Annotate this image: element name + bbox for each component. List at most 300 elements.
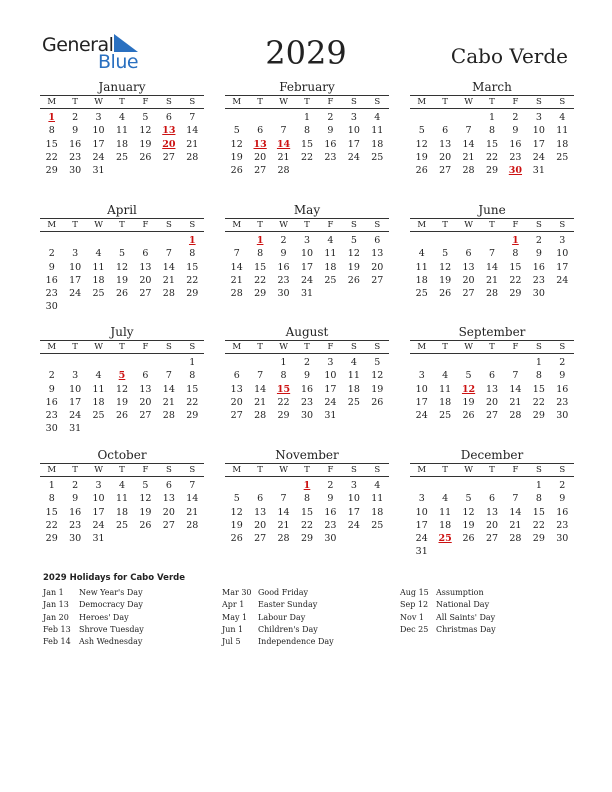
- day-cell: 2: [559, 480, 566, 491]
- day-cell: 27: [139, 410, 152, 422]
- day-cell: 23: [324, 519, 337, 531]
- day-cell: 27: [139, 288, 152, 300]
- day-cell: 6: [488, 370, 496, 382]
- day-cell: 6: [488, 493, 496, 505]
- holiday-day: 5: [118, 370, 126, 382]
- day-cell: 26: [371, 396, 384, 408]
- day-cell: 8: [48, 493, 55, 505]
- weekday-header: [410, 96, 574, 109]
- day-cell: 7: [280, 125, 287, 137]
- day-cell: 17: [300, 261, 314, 273]
- day-grid: [225, 356, 389, 422]
- empty-cell: [480, 479, 503, 492]
- month-name: September: [410, 325, 574, 341]
- day-cell: 17: [347, 506, 360, 518]
- day-cell: 2: [327, 112, 334, 123]
- empty-cell: [87, 234, 110, 247]
- day-cell: 31: [532, 165, 545, 177]
- day-cell: 10: [300, 248, 314, 260]
- weekday-label: T: [257, 97, 263, 107]
- day-cell: 23: [45, 288, 58, 300]
- holiday-item: [222, 636, 334, 648]
- day-cell: 2: [72, 112, 79, 123]
- day-cell: 10: [69, 383, 82, 395]
- day-cell: 24: [415, 533, 428, 545]
- weekday-label: T: [489, 342, 495, 352]
- day-cell: 12: [139, 493, 152, 505]
- day-cell: 23: [45, 410, 58, 422]
- day-cell: 14: [509, 506, 522, 518]
- day-cell: 7: [465, 125, 472, 137]
- day-cell: 25: [371, 151, 384, 163]
- day-cell: 6: [165, 480, 172, 491]
- day-cell: 26: [139, 151, 152, 163]
- weekday-label: F: [327, 342, 334, 352]
- day-cell: 13: [485, 506, 499, 518]
- day-cell: 16: [324, 138, 337, 150]
- weekday-label: W: [464, 220, 473, 230]
- holiday-date: Mar 30: [222, 588, 252, 597]
- month-name: January: [40, 80, 204, 96]
- weekday-label: T: [304, 220, 310, 230]
- day-cell: 20: [162, 506, 175, 518]
- month-name: August: [225, 325, 389, 341]
- day-cell: 5: [374, 357, 381, 368]
- day-cell: 24: [300, 274, 314, 286]
- day-cell: 10: [532, 125, 545, 137]
- day-cell: 21: [509, 519, 522, 531]
- day-cell: 28: [162, 410, 175, 422]
- day-cell: 9: [48, 383, 55, 395]
- weekday-label: W: [279, 342, 288, 352]
- day-cell: 7: [280, 493, 287, 505]
- day-cell: 2: [303, 357, 311, 368]
- day-cell: 4: [95, 370, 102, 382]
- holiday-name: Ash Wednesday: [79, 637, 143, 647]
- holiday-item: [43, 636, 144, 648]
- day-cell: 22: [532, 519, 545, 531]
- day-cell: 21: [485, 274, 499, 286]
- day-cell: 30: [300, 410, 314, 422]
- day-cell: 14: [462, 138, 475, 150]
- day-cell: 27: [485, 533, 499, 545]
- holiday-date: Dec 25: [400, 624, 429, 634]
- weekday-label: W: [279, 465, 288, 475]
- day-cell: 1: [535, 480, 542, 491]
- day-cell: 18: [439, 519, 452, 531]
- holiday-date: Jun 1: [222, 624, 244, 634]
- weekday-label: M: [232, 220, 242, 230]
- day-cell: 28: [186, 151, 199, 163]
- day-cell: 25: [92, 410, 105, 422]
- month-name: November: [225, 448, 389, 464]
- day-cell: 18: [115, 506, 129, 518]
- day-cell: 11: [439, 506, 452, 518]
- day-cell: 24: [347, 151, 360, 163]
- weekday-label: M: [47, 465, 57, 475]
- day-cell: 2: [48, 370, 55, 382]
- empty-cell: [110, 234, 133, 247]
- holiday-item: [400, 612, 496, 624]
- weekday-label: F: [142, 465, 149, 475]
- weekday-label: T: [119, 342, 125, 352]
- day-cell: 27: [254, 165, 267, 177]
- holiday-column: [222, 587, 334, 648]
- holiday-date: Nov 1: [400, 612, 424, 622]
- day-cell: 15: [300, 138, 314, 150]
- day-cell: 28: [509, 533, 522, 545]
- day-cell: 10: [347, 125, 360, 137]
- day-cell: 25: [439, 410, 452, 422]
- empty-cell: [433, 356, 456, 369]
- day-cell: 15: [485, 138, 499, 150]
- holiday-name: Good Friday: [258, 588, 309, 597]
- empty-cell: [480, 356, 503, 369]
- day-cell: 13: [485, 383, 499, 395]
- day-cell: 13: [139, 383, 152, 395]
- day-cell: 14: [186, 493, 199, 505]
- empty-cell: [225, 234, 248, 247]
- day-grid: [40, 111, 204, 177]
- day-cell: 11: [92, 261, 105, 273]
- day-cell: 17: [92, 138, 105, 150]
- day-cell: 30: [556, 533, 569, 545]
- day-cell: 21: [509, 396, 522, 408]
- day-cell: 18: [371, 506, 384, 518]
- holiday-date: Jan 1: [43, 588, 64, 597]
- empty-cell: [248, 356, 271, 369]
- empty-cell: [410, 479, 433, 492]
- month-july: [40, 325, 204, 436]
- empty-cell: [410, 234, 433, 247]
- day-cell: 24: [92, 519, 105, 531]
- day-cell: 28: [162, 288, 175, 300]
- weekday-label: S: [535, 97, 542, 107]
- holiday-name: Heroes' Day: [79, 612, 129, 622]
- day-cell: 15: [300, 506, 314, 518]
- day-cell: 23: [532, 274, 545, 286]
- holiday-date: Jul 5: [222, 637, 241, 647]
- day-cell: 28: [277, 165, 290, 177]
- holiday-name: Shrove Tuesday: [79, 624, 144, 634]
- day-cell: 4: [442, 493, 449, 505]
- day-cell: 8: [535, 493, 542, 505]
- day-cell: 5: [118, 248, 126, 260]
- day-cell: 8: [48, 125, 55, 137]
- day-cell: 24: [532, 151, 545, 163]
- day-cell: 10: [92, 125, 105, 137]
- weekday-label: W: [464, 342, 473, 352]
- weekday-header: [410, 464, 574, 477]
- day-cell: 27: [230, 410, 243, 422]
- day-cell: 3: [327, 357, 334, 368]
- day-cell: 24: [69, 288, 82, 300]
- day-cell: 22: [254, 274, 267, 286]
- weekday-label: S: [350, 465, 357, 475]
- empty-cell: [40, 234, 63, 247]
- day-cell: 8: [257, 248, 264, 260]
- day-cell: 6: [142, 248, 149, 260]
- month-name: July: [40, 325, 204, 341]
- day-cell: 5: [142, 480, 149, 491]
- day-cell: 18: [347, 383, 360, 395]
- day-cell: 20: [485, 396, 499, 408]
- day-cell: 4: [418, 248, 425, 260]
- day-cell: 21: [162, 396, 175, 408]
- day-cell: 23: [277, 274, 290, 286]
- weekday-label: F: [327, 465, 334, 475]
- weekday-label: T: [489, 465, 495, 475]
- weekday-label: S: [559, 342, 566, 352]
- weekday-label: S: [189, 97, 196, 107]
- day-cell: 15: [254, 261, 267, 273]
- day-cell: 29: [45, 165, 58, 177]
- empty-cell: [272, 479, 295, 492]
- empty-cell: [457, 111, 480, 124]
- weekday-label: S: [350, 220, 357, 230]
- holiday-name: Assumption: [436, 588, 484, 597]
- month-name: October: [40, 448, 204, 464]
- empty-cell: [480, 234, 503, 247]
- day-cell: 22: [186, 396, 199, 408]
- day-cell: 11: [115, 125, 129, 137]
- weekday-header: [410, 341, 574, 354]
- day-cell: 25: [115, 519, 129, 531]
- weekday-label: S: [559, 465, 566, 475]
- holiday-date: Apr 1: [222, 600, 245, 610]
- empty-cell: [157, 234, 180, 247]
- day-cell: 11: [556, 125, 569, 137]
- day-cell: 6: [257, 125, 264, 137]
- weekday-label: S: [350, 97, 357, 107]
- day-cell: 7: [165, 248, 172, 260]
- day-cell: 1: [535, 357, 542, 368]
- day-cell: 4: [327, 235, 334, 246]
- day-cell: 26: [115, 410, 129, 422]
- weekday-label: M: [47, 97, 57, 107]
- day-grid: [40, 479, 204, 545]
- day-cell: 28: [186, 519, 199, 531]
- day-cell: 12: [371, 370, 384, 382]
- day-cell: 5: [465, 493, 472, 505]
- weekday-label: W: [279, 97, 288, 107]
- day-cell: 15: [532, 383, 545, 395]
- day-cell: 19: [230, 519, 243, 531]
- day-cell: 10: [347, 493, 360, 505]
- holiday-date: Feb 14: [43, 637, 71, 647]
- day-cell: 14: [162, 261, 175, 273]
- day-cell: 22: [277, 396, 290, 408]
- day-cell: 14: [230, 261, 243, 273]
- holiday-column: [43, 587, 144, 648]
- day-cell: 10: [556, 248, 569, 260]
- day-cell: 24: [347, 519, 360, 531]
- day-cell: 6: [374, 235, 381, 246]
- day-cell: 5: [442, 248, 449, 260]
- day-cell: 15: [45, 138, 58, 150]
- logo-text-blue: Blue: [98, 51, 139, 73]
- weekday-label: S: [165, 220, 172, 230]
- day-cell: 19: [462, 396, 475, 408]
- day-cell: 30: [277, 288, 290, 300]
- weekday-header: [225, 464, 389, 477]
- day-cell: 4: [118, 112, 126, 123]
- day-cell: 29: [509, 288, 522, 300]
- day-cell: 23: [556, 396, 569, 408]
- day-cell: 29: [532, 533, 545, 545]
- holiday-day: 13: [253, 138, 267, 150]
- day-cell: 16: [69, 138, 82, 150]
- day-cell: 26: [439, 288, 452, 300]
- day-cell: 19: [371, 383, 384, 395]
- day-grid: [225, 111, 389, 177]
- empty-cell: [63, 234, 86, 247]
- month-name: December: [410, 448, 574, 464]
- holiday-item: [43, 624, 144, 636]
- day-cell: 19: [347, 261, 360, 273]
- weekday-label: S: [535, 465, 542, 475]
- holiday-date: Jan 20: [43, 612, 69, 622]
- day-cell: 19: [230, 151, 243, 163]
- day-cell: 20: [439, 151, 452, 163]
- day-cell: 25: [324, 274, 337, 286]
- day-cell: 12: [230, 506, 243, 518]
- day-cell: 30: [69, 533, 82, 545]
- day-cell: 31: [324, 410, 337, 422]
- day-cell: 11: [115, 493, 129, 505]
- empty-cell: [457, 479, 480, 492]
- empty-cell: [457, 234, 480, 247]
- weekday-label: T: [304, 465, 310, 475]
- day-cell: 13: [162, 493, 175, 505]
- holiday-item: [222, 599, 334, 611]
- day-cell: 9: [303, 370, 311, 382]
- day-cell: 26: [230, 533, 243, 545]
- day-cell: 16: [300, 383, 314, 395]
- weekday-label: T: [442, 220, 448, 230]
- day-cell: 1: [48, 480, 55, 491]
- weekday-label: M: [417, 342, 427, 352]
- empty-cell: [504, 356, 527, 369]
- day-grid: [410, 479, 574, 559]
- empty-cell: [225, 111, 248, 124]
- weekday-header: [40, 219, 204, 232]
- day-cell: 7: [189, 112, 196, 123]
- day-cell: 22: [300, 151, 314, 163]
- day-cell: 5: [233, 125, 240, 137]
- holiday-item: [400, 587, 496, 599]
- holiday-date: Feb 13: [43, 624, 71, 634]
- holiday-name: New Year's Day: [79, 588, 143, 597]
- day-cell: 27: [162, 151, 175, 163]
- weekday-label: W: [464, 465, 473, 475]
- holiday-column: [400, 587, 496, 636]
- day-cell: 29: [254, 288, 267, 300]
- day-cell: 1: [303, 112, 311, 123]
- day-cell: 6: [233, 370, 240, 382]
- month-name: May: [225, 203, 389, 219]
- holiday-day: 1: [303, 480, 311, 491]
- weekday-label: W: [94, 465, 103, 475]
- day-cell: 2: [280, 235, 287, 246]
- day-cell: 29: [485, 165, 499, 177]
- day-cell: 10: [92, 493, 105, 505]
- day-cell: 16: [45, 396, 58, 408]
- weekday-label: F: [327, 220, 334, 230]
- day-cell: 13: [462, 261, 475, 273]
- weekday-label: F: [142, 342, 149, 352]
- day-cell: 13: [439, 138, 452, 150]
- empty-cell: [248, 111, 271, 124]
- day-cell: 28: [230, 288, 243, 300]
- day-cell: 26: [462, 410, 475, 422]
- day-cell: 6: [257, 493, 264, 505]
- empty-cell: [272, 111, 295, 124]
- month-april: [40, 203, 204, 314]
- empty-cell: [433, 111, 456, 124]
- day-cell: 21: [186, 506, 199, 518]
- holiday-date: May 1: [222, 612, 248, 622]
- day-cell: 22: [509, 274, 522, 286]
- day-cell: 2: [535, 235, 542, 246]
- holiday-name: Children's Day: [258, 624, 318, 634]
- day-cell: 29: [277, 410, 290, 422]
- weekday-label: T: [257, 465, 263, 475]
- day-cell: 16: [324, 506, 337, 518]
- empty-cell: [63, 356, 86, 369]
- empty-cell: [157, 356, 180, 369]
- month-name: February: [225, 80, 389, 96]
- day-cell: 24: [92, 151, 105, 163]
- logo-text-general: General: [42, 34, 114, 56]
- day-cell: 15: [509, 261, 522, 273]
- day-cell: 17: [415, 396, 428, 408]
- holiday-date: Aug 15: [400, 588, 429, 597]
- day-cell: 17: [415, 519, 428, 531]
- day-cell: 7: [257, 370, 264, 382]
- weekday-label: M: [417, 465, 427, 475]
- day-cell: 11: [371, 493, 384, 505]
- weekday-label: T: [489, 220, 495, 230]
- day-cell: 12: [439, 261, 452, 273]
- day-cell: 26: [415, 165, 428, 177]
- day-cell: 27: [162, 519, 175, 531]
- day-cell: 9: [72, 125, 79, 137]
- holiday-item: [43, 599, 144, 611]
- holiday-item: [222, 624, 334, 636]
- day-cell: 16: [45, 274, 58, 286]
- day-cell: 24: [69, 410, 82, 422]
- day-cell: 3: [535, 112, 542, 123]
- day-cell: 13: [230, 383, 243, 395]
- weekday-label: F: [142, 220, 149, 230]
- day-cell: 20: [254, 151, 267, 163]
- day-cell: 6: [442, 125, 449, 137]
- day-cell: 17: [69, 274, 82, 286]
- day-grid: [40, 234, 204, 314]
- holiday-day: 1: [48, 112, 56, 123]
- holiday-item: [400, 599, 496, 611]
- day-cell: 14: [277, 506, 290, 518]
- empty-cell: [410, 111, 433, 124]
- weekday-label: M: [232, 97, 242, 107]
- holiday-name: Easter Sunday: [258, 600, 318, 610]
- holiday-item: [43, 587, 144, 599]
- weekday-label: T: [119, 97, 125, 107]
- day-cell: 21: [277, 151, 290, 163]
- day-cell: 3: [95, 480, 102, 491]
- empty-cell: [40, 356, 63, 369]
